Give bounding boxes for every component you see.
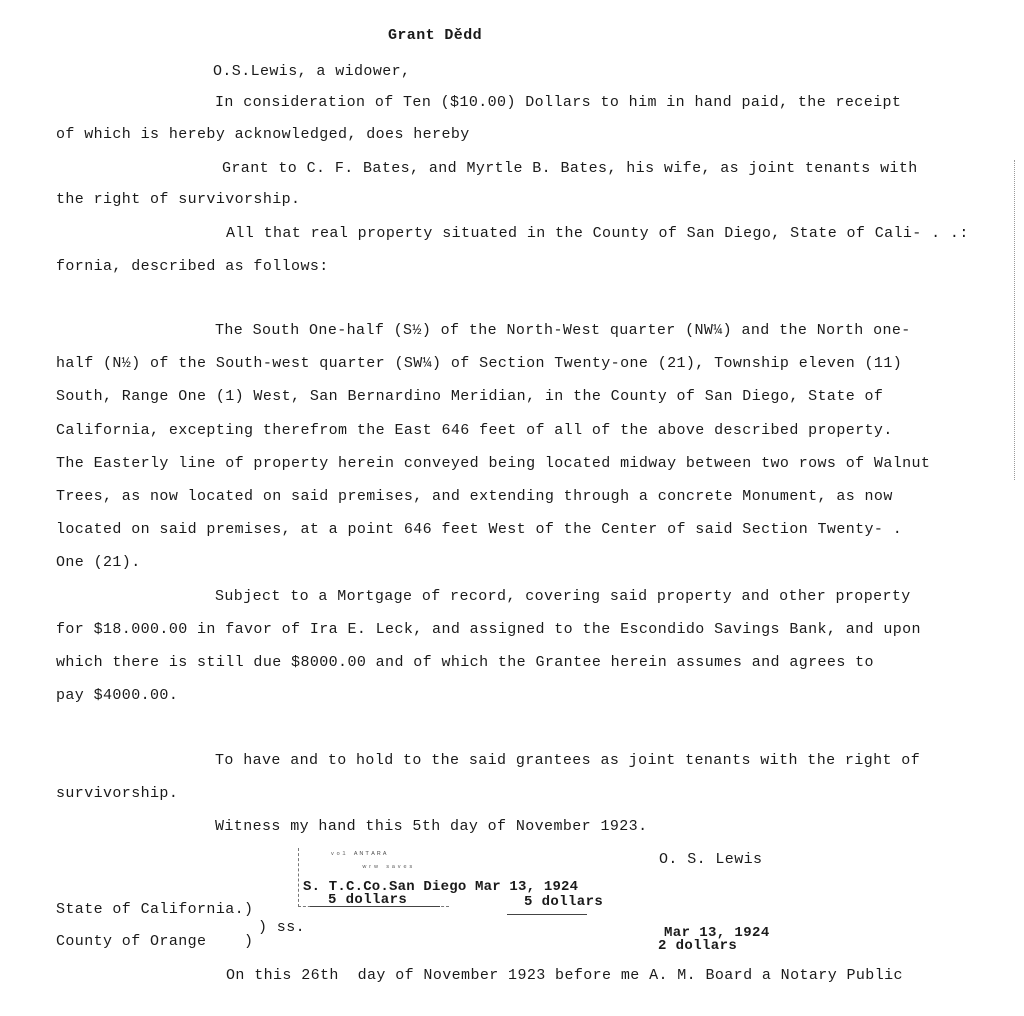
consideration-line-2: of which is hereby acknowledged, does hereby bbox=[56, 126, 470, 143]
property-intro-line-2: fornia, described as follows: bbox=[56, 258, 329, 275]
description-line-1: The South One-half (S½) of the North-West quarter (NW¼) and the North one- bbox=[215, 322, 911, 339]
description-line-6: Trees, as now located on said premises, and extending through a concrete Monument, as now bbox=[56, 488, 893, 505]
grantor-signature: O. S. Lewis bbox=[659, 851, 763, 868]
witness-line: Witness my hand this 5th day of November 1923. bbox=[215, 818, 648, 835]
mortgage-line-3: which there is still due $8000.00 and of which the Grantee herein assumes and agrees to bbox=[56, 654, 874, 671]
stamp-header-text: ᵛᵒˡ ᴬᴺᵀᴬᴿᴬ bbox=[330, 851, 389, 860]
stamp-line-1-amount: 5 dollars bbox=[328, 892, 408, 908]
grantor-line: O.S.Lewis, a widower, bbox=[213, 63, 411, 80]
property-intro-line-1: All that real property situated in the County of San Diego, State of Cali- . .: bbox=[226, 225, 969, 242]
description-line-7: located on said premises, at a point 646 feet West of the Center of said Section Twenty- . bbox=[56, 521, 903, 538]
stamp-line-2-amount: 2 dollars bbox=[658, 938, 738, 954]
mortgage-line-1: Subject to a Mortgage of record, covering said property and other property bbox=[215, 588, 911, 605]
description-line-4: California, excepting therefrom the East 646 feet of all of the above described property. bbox=[56, 422, 893, 439]
mortgage-line-4: pay $4000.00. bbox=[56, 687, 179, 704]
stamp-line-2: Mar 13, 1924 bbox=[664, 925, 770, 941]
grant-line-1: Grant to C. F. Bates, and Myrtle B. Bates, his wife, as joint tenants with bbox=[222, 160, 918, 177]
stamp-line-1-amount-2: 5 dollars bbox=[524, 894, 604, 910]
consideration-line-1: In consideration of Ten ($10.00) Dollars to him in hand paid, the receipt bbox=[215, 94, 902, 111]
stamp-underline-1 bbox=[310, 906, 440, 907]
stamp-underline-2 bbox=[507, 914, 587, 915]
acknowledgment-line: On this 26th day of November 1923 before me A. M. Board a Notary Public bbox=[226, 967, 903, 984]
description-line-2: half (N½) of the South-west quarter (SW¼) of Section Twenty-one (21), Township eleven (11) bbox=[56, 355, 903, 372]
mortgage-line-2: for $18.000.00 in favor of Ira E. Leck, and assigned to the Escondido Savings Bank, and upon bbox=[56, 621, 921, 638]
venue-state: State of California.) bbox=[56, 901, 254, 918]
venue-ss: ) ss. bbox=[258, 919, 306, 936]
grant-line-2: the right of survivorship. bbox=[56, 191, 301, 208]
stamp-subheader-text: ʷʳʷ ˢᵃᵛᵉˢ bbox=[362, 864, 415, 873]
page-edge-marks bbox=[1014, 160, 1017, 480]
description-line-8: One (21). bbox=[56, 554, 141, 571]
venue-county: County of Orange ) bbox=[56, 933, 254, 950]
stamp-line-1: S. T.C.Co.San Diego Mar 13, 1924 bbox=[303, 879, 579, 895]
document-title: Grant Dědd bbox=[388, 27, 483, 44]
description-line-5: The Easterly line of property herein conveyed being located midway between two rows of Walnut bbox=[56, 455, 931, 472]
description-line-3: South, Range One (1) West, San Bernardino Meridian, in the County of San Diego, State of bbox=[56, 388, 884, 405]
habendum-line-2: survivorship. bbox=[56, 785, 179, 802]
habendum-line-1: To have and to hold to the said grantees as joint tenants with the right of bbox=[215, 752, 921, 769]
